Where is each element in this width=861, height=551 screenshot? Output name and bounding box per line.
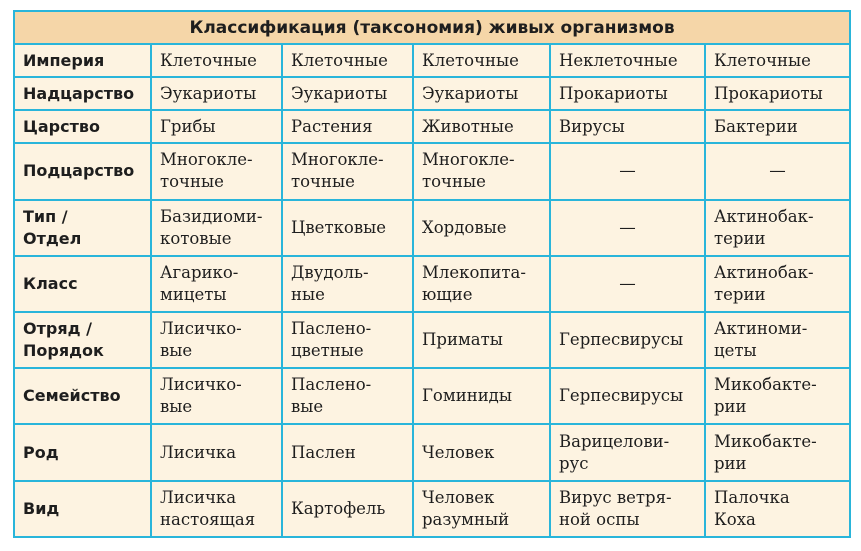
table-cell: Актиноми- цеты [705,312,850,368]
table-cell: Растения [282,110,413,143]
table-row [14,481,850,537]
table-cell: Паслено- вые [282,368,413,424]
table-cell: Паслен [282,424,413,480]
table-cell: Эукариоты [282,77,413,110]
table-cell: Многокле- точные [151,143,282,199]
table-cell: Палочка Коха [705,481,850,537]
table-row [14,424,850,480]
table-cell: Лисичка настоящая [151,481,282,537]
table-cell: Базидиоми- котовые [151,200,282,256]
table-cell: Агарико- мицеты [151,256,282,312]
table-row [14,44,850,77]
table-cell: Многокле- точные [413,143,550,199]
row-label: Семейство [14,368,151,424]
table-cell: — [550,143,705,199]
table-cell: Цветковые [282,200,413,256]
table-cell: Многокле- точные [282,143,413,199]
table-row [14,256,850,312]
row-label: Отряд / Порядок [14,312,151,368]
table-cell: Лисичко- вые [151,312,282,368]
row-label: Вид [14,481,151,537]
table-cell: Микобактe- рии [705,424,850,480]
table-cell: Животные [413,110,550,143]
row-label: Тип / Отдел [14,200,151,256]
row-label: Род [14,424,151,480]
table-cell: Человек [413,424,550,480]
table-cell: Вирус ветря- ной оспы [550,481,705,537]
table-cell: Герпесвирусы [550,312,705,368]
table-cell: Актинобак- терии [705,256,850,312]
table-cell: Прокариоты [550,77,705,110]
table-cell: Актинобак- терии [705,200,850,256]
table-cell: Герпесвирусы [550,368,705,424]
table-cell: Гоминиды [413,368,550,424]
table-row [14,368,850,424]
table-body [14,44,850,537]
table-cell: Эукариоты [413,77,550,110]
table-cell: Грибы [151,110,282,143]
table-cell: Клеточные [413,44,550,77]
table-cell: Лисичко- вые [151,368,282,424]
table-cell: Хордовые [413,200,550,256]
row-label: Надцарство [14,77,151,110]
table-cell: — [550,256,705,312]
table-cell: Микобактe- рии [705,368,850,424]
table-cell: Бактерии [705,110,850,143]
table-row [14,110,850,143]
table-cell: Прокариоты [705,77,850,110]
row-label: Империя [14,44,151,77]
table-cell: Лисичка [151,424,282,480]
table-cell: — [705,143,850,199]
table-cell: Варицелови- рус [550,424,705,480]
table-cell: Картофель [282,481,413,537]
table-cell: Человек разумный [413,481,550,537]
table-cell: Двудоль- ные [282,256,413,312]
table-cell: Приматы [413,312,550,368]
taxonomy-table-container [13,10,849,538]
table-row [14,200,850,256]
table-cell: Клеточные [705,44,850,77]
table-cell: Клеточные [282,44,413,77]
taxonomy-table [13,10,851,538]
table-cell: Неклеточные [550,44,705,77]
table-cell: Млекопита- ющие [413,256,550,312]
table-cell: Эукариоты [151,77,282,110]
table-cell: Клеточные [151,44,282,77]
row-label: Класс [14,256,151,312]
table-row [14,312,850,368]
table-cell: Паслено- цветные [282,312,413,368]
table-cell: Вирусы [550,110,705,143]
row-label: Подцарство [14,143,151,199]
table-row [14,143,850,199]
table-title: Классификация (таксономия) живых организмов [14,11,850,44]
table-row [14,77,850,110]
table-cell: — [550,200,705,256]
row-label: Царство [14,110,151,143]
